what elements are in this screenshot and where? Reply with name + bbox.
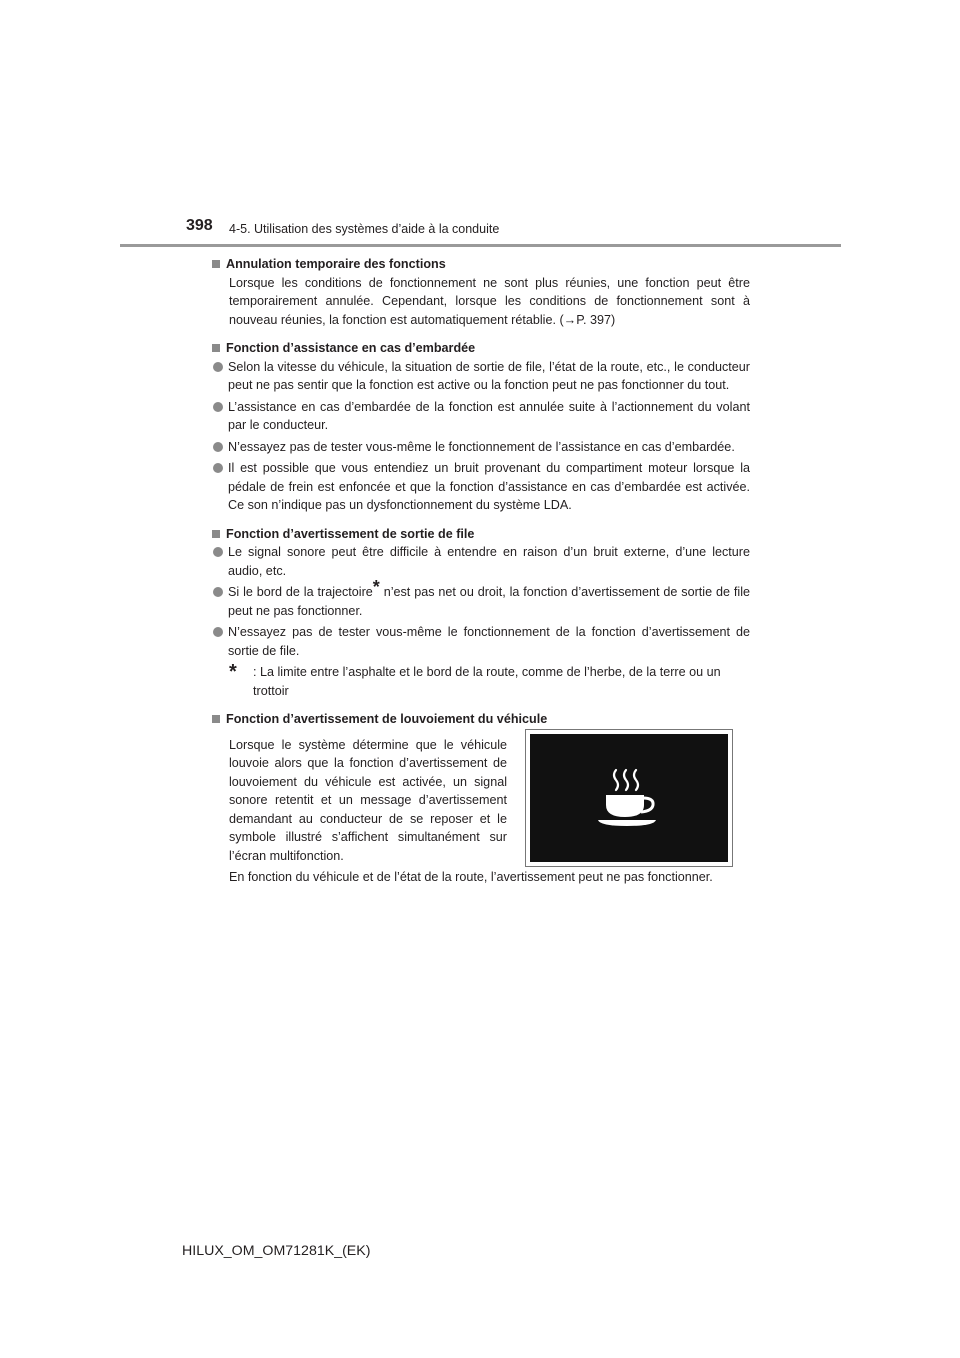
list-item bbox=[212, 358, 750, 395]
list-item-text bbox=[228, 577, 750, 620]
footnote-star: * bbox=[229, 661, 237, 683]
square-bullet-icon bbox=[212, 344, 220, 352]
sway-description bbox=[212, 729, 750, 867]
text-fragment: n’est pas net ou droit, la fonction d’avertissement de sortie de file peut ne pas fonctionner. bbox=[228, 585, 750, 618]
list-item-text: Selon la vitesse du véhicule, la situation de sortie de file, l’état de la route, etc., le conducteur peut ne pas sentir que la fonction est active ou la fonction peut ne pas fonctionner du tout. bbox=[228, 359, 750, 392]
document-code: HILUX_OM_OM71281K_(EK) bbox=[182, 1243, 371, 1259]
heading-text: Annulation temporaire des fonctions bbox=[226, 257, 446, 271]
paragraph: En fonction du véhicule et de l’état de la route, l’avertissement peut ne pas fonctionner. bbox=[229, 869, 713, 884]
multi-info-display-illustration bbox=[525, 729, 733, 867]
section-vehicle-sway bbox=[212, 710, 750, 886]
paragraph: Lorsque le système détermine que le véhicule louvoie alors que la fonction d’avertissement de louvoiement du véhicule est activée, un signal sonore retentit et un message d’avertissement demandant au conducteur de se reposer et le symbole illustré s’affichent simultanément sur l’écran multifonction. bbox=[229, 737, 507, 863]
round-bullet-icon bbox=[213, 402, 223, 412]
footnote bbox=[212, 663, 750, 700]
footnote-text: : La limite entre l’asphalte et le bord de la route, comme de l’herbe, de la terre ou un trottoir bbox=[253, 665, 721, 698]
heading-text: Fonction d’avertissement de louvoiement du véhicule bbox=[226, 712, 548, 726]
heading-text: Fonction d’assistance en cas d’embardée bbox=[226, 341, 476, 355]
list-item bbox=[212, 623, 750, 660]
list-item-text: Le signal sonore peut être difficile à entendre en raison d’un bruit externe, d’une lecture audio, etc. bbox=[228, 545, 750, 578]
section-heading bbox=[212, 525, 750, 544]
section-steering-assist bbox=[212, 339, 750, 515]
footnote-star: * bbox=[372, 577, 380, 597]
text-fragment: Si le bord de la trajectoire bbox=[228, 585, 373, 599]
square-bullet-icon bbox=[212, 260, 220, 268]
list-item-text: L’assistance en cas d’embardée de la fonction est annulée suite à l’actionnement du volant par le conducteur. bbox=[228, 399, 750, 432]
list-item bbox=[212, 459, 750, 515]
section-heading bbox=[212, 339, 750, 358]
round-bullet-icon bbox=[213, 362, 223, 372]
page-content bbox=[212, 255, 750, 896]
section-lane-departure bbox=[212, 525, 750, 701]
page-number: 398 bbox=[186, 217, 213, 234]
round-bullet-icon bbox=[213, 463, 223, 473]
list-item bbox=[212, 577, 750, 620]
paragraph: Lorsque les conditions de fonctionnement ne sont plus réunies, une fonction peut être temporairement annulée. Cependant, lorsque les conditions de fonctionnement sont à nouveau réunies, la fonction est automatiquement rétablie. (→P. 397) bbox=[229, 275, 750, 327]
display-screen bbox=[530, 734, 728, 862]
square-bullet-icon bbox=[212, 530, 220, 538]
round-bullet-icon bbox=[213, 442, 223, 452]
list-item-text: Il est possible que vous entendiez un bruit provenant du compartiment moteur lorsque la pédale de frein est enfoncée et que la fonction d’assistance en cas d’embardée est activée. Ce son n’indique pas un dysfonctionnement du système LDA. bbox=[228, 461, 750, 512]
round-bullet-icon bbox=[213, 627, 223, 637]
section-temporary-cancel bbox=[212, 255, 750, 329]
coffee-cup-icon bbox=[594, 767, 664, 829]
section-heading bbox=[212, 710, 750, 729]
round-bullet-icon bbox=[213, 547, 223, 557]
list-item bbox=[212, 438, 750, 457]
heading-text: Fonction d’avertissement de sortie de file bbox=[226, 526, 475, 541]
section-title: 4-5. Utilisation des systèmes d’aide à la conduite bbox=[229, 222, 500, 236]
header-divider bbox=[120, 244, 841, 247]
section-heading bbox=[212, 255, 750, 274]
list-item bbox=[212, 398, 750, 435]
list-item-text: N’essayez pas de tester vous-même le fonctionnement de l’assistance en cas d’embardée. bbox=[228, 439, 735, 454]
list-item bbox=[212, 543, 750, 580]
square-bullet-icon bbox=[212, 715, 220, 723]
list-item-text: N’essayez pas de tester vous-même le fonctionnement de la fonction d’avertissement de sortie de file. bbox=[228, 625, 750, 658]
round-bullet-icon bbox=[213, 587, 223, 597]
